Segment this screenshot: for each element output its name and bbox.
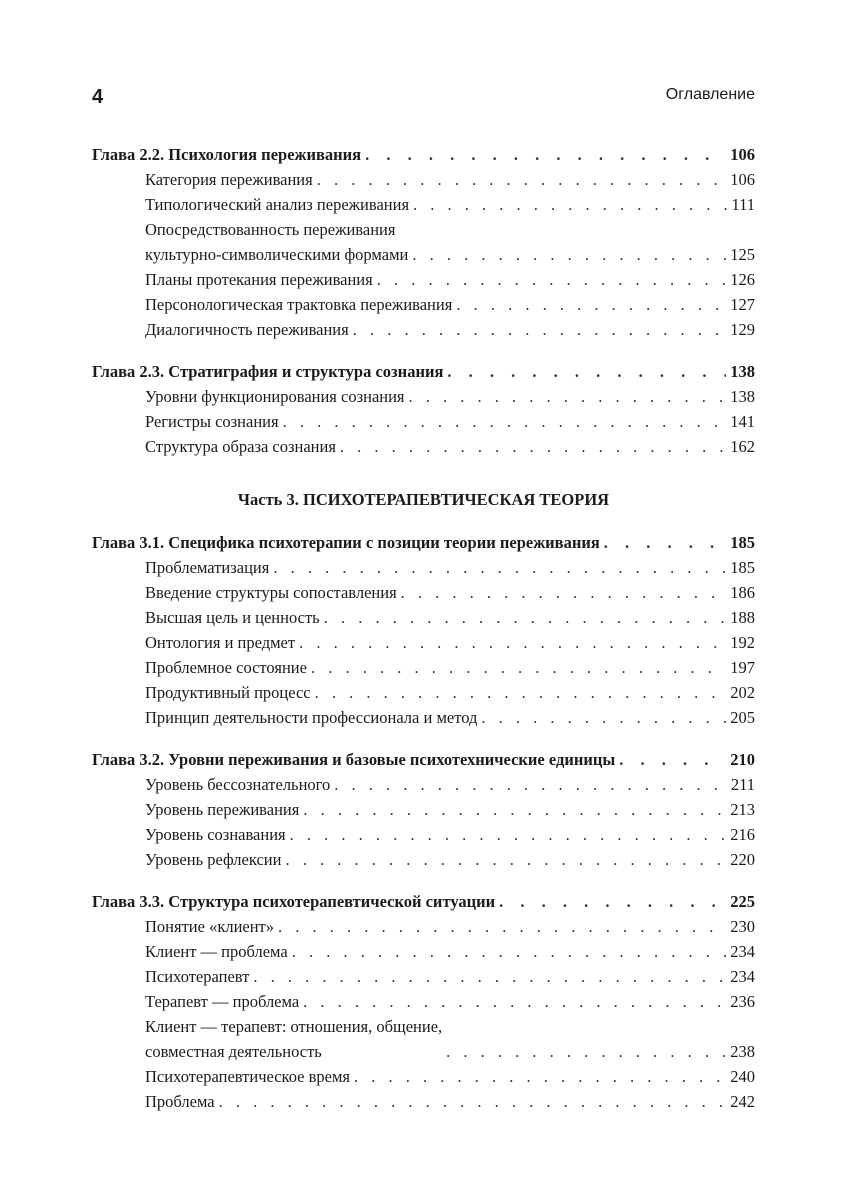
leader-dots — [409, 384, 727, 409]
section-title-line1: Опосредствованность переживания — [145, 220, 396, 239]
page-ref: 234 — [730, 942, 755, 961]
leader-dots — [299, 630, 726, 655]
page-ref: 242 — [730, 1092, 755, 1111]
toc-section — [92, 914, 755, 939]
section-title: Психотерапевт — [145, 967, 250, 986]
leader-dots — [324, 605, 727, 630]
leader-dots — [315, 680, 727, 705]
page-ref: 111 — [731, 195, 755, 214]
toc-section — [92, 580, 755, 605]
leader-dots — [340, 434, 726, 459]
toc-section — [92, 605, 755, 630]
leader-dots — [334, 772, 727, 797]
section-title: Проблема — [145, 1092, 215, 1111]
leader-dots — [412, 242, 726, 267]
leader-dots — [285, 847, 726, 872]
page-ref: 225 — [730, 892, 755, 911]
toc-section — [92, 939, 755, 964]
page-ref: 138 — [730, 387, 755, 406]
leader-dots — [253, 964, 726, 989]
page-ref: 106 — [730, 145, 755, 164]
toc-chapter-2-3 — [92, 359, 755, 384]
section-title: Регистры сознания — [145, 412, 279, 431]
section-title: Введение структуры сопоставления — [145, 583, 397, 602]
toc-section — [92, 655, 755, 680]
section-title: Проблемное состояние — [145, 658, 307, 677]
page-ref: 238 — [730, 1042, 755, 1061]
page-ref: 127 — [730, 295, 755, 314]
section-title — [145, 217, 408, 267]
leader-dots — [456, 292, 726, 317]
toc-section — [92, 772, 755, 797]
page-ref: 188 — [730, 608, 755, 627]
page-ref: 216 — [730, 825, 755, 844]
section-title-line2: культурно-символическими формами — [145, 245, 409, 264]
leader-dots — [447, 359, 726, 384]
page-ref: 205 — [730, 708, 755, 727]
running-head: Оглавление — [665, 86, 755, 103]
leader-dots — [273, 555, 726, 580]
page-ref: 213 — [730, 800, 755, 819]
page-ref: 234 — [730, 967, 755, 986]
leader-dots — [292, 939, 727, 964]
leader-dots — [377, 267, 727, 292]
page-number: 4 — [92, 86, 104, 108]
leader-dots — [354, 1064, 726, 1089]
page-ref: 186 — [730, 583, 755, 602]
section-title: Уровень переживания — [145, 800, 300, 819]
toc-section — [92, 434, 755, 459]
leader-dots — [283, 409, 727, 434]
toc-section — [92, 1089, 755, 1114]
chapter-title: Глава 3.2. Уровни переживания и базовые психотехнические единицы — [92, 750, 616, 769]
page-ref: 126 — [730, 270, 755, 289]
section-title: Уровень бессознательного — [145, 775, 331, 794]
page-ref: 185 — [730, 558, 755, 577]
leader-dots — [365, 142, 726, 167]
toc-section — [92, 630, 755, 655]
page-ref: 125 — [730, 245, 755, 264]
toc-chapter-3-1 — [92, 530, 755, 555]
part-heading: Часть 3. ПСИХОТЕРАПЕВТИЧЕСКАЯ ТЕОРИЯ — [237, 490, 610, 509]
toc-section — [92, 167, 755, 192]
toc-section — [92, 555, 755, 580]
page-ref: 240 — [730, 1067, 755, 1086]
page-ref: 106 — [730, 170, 755, 189]
section-title: Продуктивный процесс — [145, 683, 311, 702]
section-title: Психотерапевтическое время — [145, 1067, 351, 1086]
table-of-contents — [92, 142, 755, 1114]
section-title-line1: Клиент — терапевт: отношения, общение, — [145, 1017, 443, 1036]
leader-dots — [290, 822, 727, 847]
leader-dots — [303, 989, 726, 1014]
page-ref: 129 — [730, 320, 755, 339]
page-ref: 162 — [730, 437, 755, 456]
page-ref: 220 — [730, 850, 755, 869]
section-title-line2: совместная деятельность — [145, 1042, 322, 1061]
page-ref: 185 — [730, 533, 755, 552]
chapter-title: Глава 2.3. Стратиграфия и структура сознания — [92, 362, 444, 381]
leader-dots — [401, 580, 727, 605]
page-ref: 211 — [730, 775, 755, 794]
section-title — [145, 1014, 442, 1064]
toc-chapter-3-2 — [92, 747, 755, 772]
leader-dots — [278, 914, 726, 939]
section-title: Уровень сознавания — [145, 825, 286, 844]
section-title: Клиент — проблема — [145, 942, 288, 961]
chapter-title: Глава 2.2. Психология переживания — [92, 145, 362, 164]
page-ref: 202 — [730, 683, 755, 702]
leader-dots — [311, 655, 726, 680]
toc-section — [92, 680, 755, 705]
section-title: Проблематизация — [145, 558, 270, 577]
section-title: Персонологическая трактовка переживания — [145, 295, 453, 314]
page-ref: 230 — [730, 917, 755, 936]
page-ref: 210 — [730, 750, 755, 769]
leader-dots — [619, 747, 726, 772]
toc-section — [92, 989, 755, 1014]
toc-section — [92, 964, 755, 989]
toc-section — [92, 317, 755, 342]
chapter-title: Глава 3.1. Специфика психотерапии с позиции теории переживания — [92, 533, 600, 552]
leader-dots — [413, 192, 727, 217]
toc-section — [92, 822, 755, 847]
leader-dots — [499, 889, 726, 914]
toc-section — [92, 292, 755, 317]
toc-section — [92, 384, 755, 409]
toc-chapter-2-2 — [92, 142, 755, 167]
section-title: Понятие «клиент» — [145, 917, 275, 936]
section-title: Структура образа сознания — [145, 437, 336, 456]
section-title: Планы протекания переживания — [145, 270, 373, 289]
leader-dots — [481, 705, 726, 730]
section-title: Терапевт — проблема — [145, 992, 300, 1011]
section-title: Категория переживания — [145, 170, 313, 189]
section-title: Уровень рефлексии — [145, 850, 282, 869]
page-ref: 236 — [730, 992, 755, 1011]
page-ref: 141 — [730, 412, 755, 431]
leader-dots — [317, 167, 727, 192]
toc-section — [92, 705, 755, 730]
toc-section — [92, 409, 755, 434]
toc-section — [92, 847, 755, 872]
leader-dots — [219, 1089, 727, 1114]
leader-dots — [353, 317, 727, 342]
section-title: Принцип деятельности профессионала и метод — [145, 708, 478, 727]
chapter-title: Глава 3.3. Структура психотерапевтической ситуации — [92, 892, 496, 911]
toc-section — [92, 267, 755, 292]
section-title: Онтология и предмет — [145, 633, 296, 652]
toc-section — [92, 192, 755, 217]
toc-section — [92, 217, 755, 267]
leader-dots — [303, 797, 726, 822]
toc-chapter-3-3 — [92, 889, 755, 914]
section-title: Высшая цель и ценность — [145, 608, 320, 627]
page-ref: 138 — [730, 362, 755, 381]
page-ref: 197 — [730, 658, 755, 677]
page-ref: 192 — [730, 633, 755, 652]
leader-dots — [446, 1039, 726, 1064]
leader-dots — [604, 530, 726, 555]
section-title: Уровни функционирования сознания — [145, 387, 405, 406]
toc-section — [92, 1064, 755, 1089]
toc-section — [92, 797, 755, 822]
section-title: Типологический анализ переживания — [145, 195, 410, 214]
toc-section — [92, 1014, 755, 1064]
section-title: Диалогичность переживания — [145, 320, 349, 339]
